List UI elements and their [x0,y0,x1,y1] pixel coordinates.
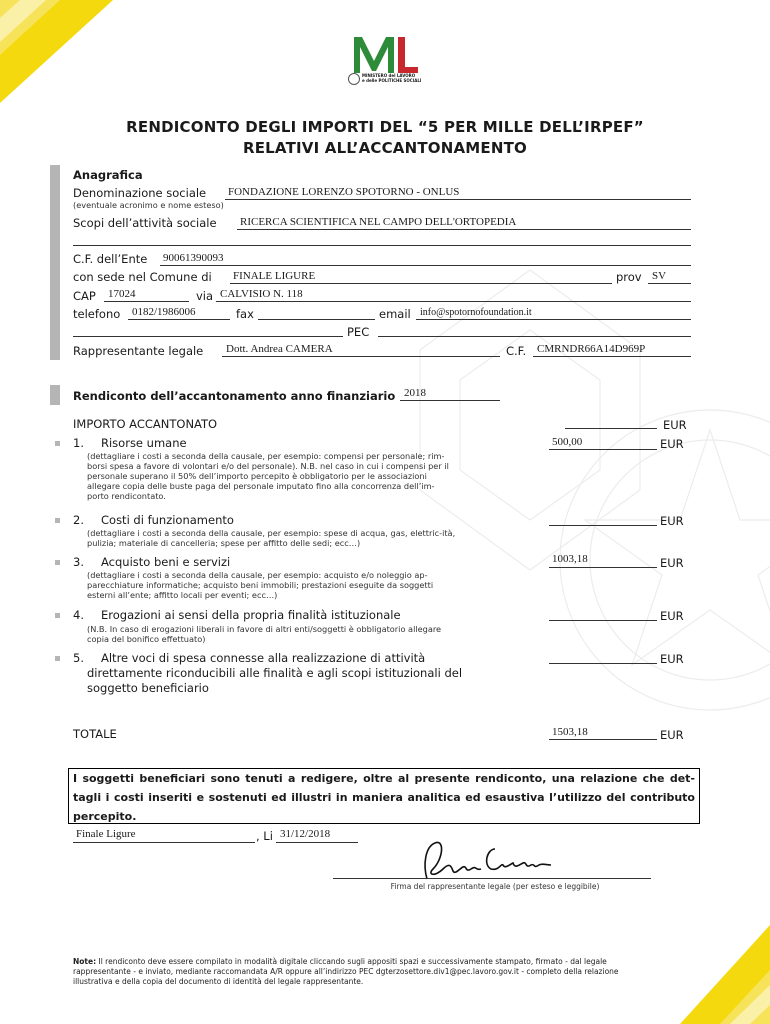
item2-desc-line: pulizia; materiale di cancelleria; spese per affitto delle sedi; ecc…) [87,538,361,548]
pec-label: PEC [347,325,370,339]
item5-currency: EUR [660,652,684,666]
item1-bullet-icon [55,441,60,446]
item3-bullet-icon [55,560,60,565]
item3-title: Acquisto beni e servizi [101,555,231,569]
cf2-field[interactable]: CMRNDR66A14D969P [537,343,646,355]
item3-currency: EUR [660,556,684,570]
fax-label: fax [236,307,254,321]
footnote-line1: Il rendiconto deve essere compilato in modalità digitale cliccando sugli appositi spazi e successivamente stampato, firmato - dal legale [98,957,607,966]
totale-field[interactable]: 1503,18 [552,726,588,738]
rendiconto-side-bar [50,385,60,405]
cf2-underline [533,356,691,357]
item3-desc-line: parecchiature informatiche; acquisto beni immobili; prestazioni eseguite da soggetti [87,580,434,590]
comune-field[interactable]: FINALE LIGURE [233,270,316,282]
year-field[interactable]: 2018 [404,387,426,399]
signature-field[interactable] [333,878,651,879]
footnote [73,957,703,987]
item3-description [87,570,433,600]
rappresentante-underline [222,356,500,357]
item3-desc-line: (dettagliare i costi a seconda della causale, per esempio: acquisto e/o noleggio ap- [87,570,428,580]
item2-description [87,528,455,548]
pec-prefix-underline [73,336,343,337]
emblem-icon [348,73,360,85]
via-field[interactable]: CALVISIO N. 118 [220,288,303,300]
item2-currency: EUR [660,514,684,528]
item1-underline [549,449,657,450]
item5-title: Altre voci di spesa connesse alla realizzazione di attività [101,651,426,665]
date-underline [276,842,358,843]
document-title-line2: RELATIVI ALL’ACCANTONAMENTO [242,139,528,157]
item4-field[interactable] [549,620,657,621]
item1-desc-line: porto rendicontato. [87,491,166,501]
pec-field[interactable] [378,336,691,337]
item4-currency: EUR [660,609,684,623]
date-field[interactable]: 31/12/2018 [280,828,331,840]
footnote-line3: illustrativa e della copia del documento di identità del legale rappresentante. [73,977,364,986]
scopi-field[interactable]: RICERCA SCIENTIFICA NEL CAMPO DELL'ORTOPEDIA [240,216,517,228]
cf-field[interactable]: 90061390093 [163,252,224,264]
rendiconto-heading: Rendiconto dell’accantonamento anno finanziario [73,389,396,403]
totale-underline [549,739,657,740]
item1-number: 1. [73,436,84,450]
signature-caption: Firma del rappresentante legale (per esteso e leggibile) [390,882,600,891]
logo-caption-line2: e delle POLITICHE SOCIALI [362,78,422,83]
ml-monogram-icon [350,33,420,77]
importo-label: IMPORTO ACCANTONATO [73,417,218,431]
item4-number: 4. [73,608,84,622]
item2-field[interactable] [549,525,657,526]
item5-desc-line: direttamente riconducibili alle finalità e agli scopi istituzionali del [87,666,463,680]
li-label: , Li [256,829,273,843]
item1-desc-line: borsi spesa a favore di volontari e/o del personale). N.B. nel caso in cui i compensi per il [87,461,449,471]
fax-field[interactable] [258,319,375,320]
item3-underline [549,567,657,568]
item4-desc-line: (N.B. In caso di erogazioni liberali in favore di altri enti/soggetti è obbligatorio allegare [87,624,442,634]
item5-bullet-icon [55,656,60,661]
cap-underline [104,301,189,302]
scopi-underline-2 [73,245,691,246]
place-field[interactable]: Finale Ligure [76,828,136,840]
rappresentante-field[interactable]: Dott. Andrea CAMERA [226,343,333,355]
ministry-logo [350,33,420,88]
item1-description [87,451,449,501]
item2-number: 2. [73,513,84,527]
denominazione-hint: (eventuale acronimo e nome esteso) [73,200,224,210]
item4-title: Erogazioni ai sensi della propria finalità istituzionale [101,608,401,622]
item4-bullet-icon [55,613,60,618]
cf-underline [160,265,691,266]
cf-label: C.F. dell’Ente [73,252,148,266]
item1-desc-line: allegare copia delle buste paga del personale imputato fino alla concorrenza dell’im- [87,481,435,491]
email-label: email [379,307,411,321]
document-title-line1: RENDICONTO DEGLI IMPORTI DEL “5 PER MILLE DELL’IRPEF” [126,118,644,136]
item3-number: 3. [73,555,84,569]
footnote-line2: rappresentante - e inviato, mediante raccomandata A/R oppure all’indirizzo PEC dgterzosettore.div1@pec.lavoro.gov.it - completo della relazione [73,967,619,976]
item2-desc-line: (dettagliare i costi a seconda della causale, per esempio: spese di acqua, gas, elettric-ità, [87,528,456,538]
item1-title: Risorse umane [101,436,187,450]
year-underline [400,400,500,401]
telefono-label: telefono [73,307,121,321]
totale-label: TOTALE [73,727,117,741]
denominazione-label: Denominazione sociale [73,186,207,200]
item2-bullet-icon [55,518,60,523]
telefono-field[interactable]: 0182/1986006 [132,306,196,318]
importo-currency: EUR [663,418,687,432]
item2-title: Costi di funzionamento [101,513,234,527]
item1-desc-line: (dettagliare i costi a seconda della causale, per esempio: compensi per personale; rim- [87,451,445,461]
comune-label: con sede nel Comune di [73,270,212,284]
item5-field[interactable] [549,663,657,664]
denominazione-field[interactable]: FONDAZIONE LORENZO SPOTORNO - ONLUS [228,186,460,198]
email-underline [416,319,691,320]
item1-currency: EUR [660,437,684,451]
email-field[interactable]: info@spotornofoundation.it [420,307,532,318]
via-underline [216,301,691,302]
scopi-label: Scopi dell’attività sociale [73,216,217,230]
item1-field[interactable]: 500,00 [552,436,583,448]
item4-desc-line: copia del bonifico effettuato) [87,634,206,644]
anagrafica-heading: Anagrafica [73,168,143,182]
rappresentante-label: Rappresentante legale [73,344,204,358]
via-label: via [196,289,214,303]
scopi-underline [237,229,691,230]
cap-field[interactable]: 17024 [108,288,136,300]
place-underline [73,842,255,843]
item3-field[interactable]: 1003,18 [552,553,588,565]
item5-desc-line: soggetto beneficiario [87,681,209,695]
logo-caption-line1: MINISTERO del LAVORO [362,73,416,78]
comune-underline [230,283,612,284]
prov-underline [648,283,691,284]
item3-desc-line: esterni all’ente; affitto locali per eventi; ecc…) [87,590,278,600]
top-left-corner-decoration [0,0,115,105]
importo-field[interactable] [565,428,657,429]
notice-box: I soggetti beneficiari sono tenuti a redigere, oltre al presente rendiconto, una relazione che det-tagli i costi inseriti e sostenuti ed illustri in maniera analitica ed esaustiva l’utilizzo del contributo percepito. [68,768,700,824]
prov-field[interactable]: SV [652,270,667,282]
prov-label: prov [616,270,642,284]
denominazione-underline [225,199,691,200]
totale-currency: EUR [660,728,684,742]
item4-description [87,624,441,644]
footnote-label: Note: [73,957,97,966]
cap-label: CAP [73,289,96,303]
item1-desc-line: personale superano il 50% dell’importo percepito è obbligatorio per le associazioni [87,471,427,481]
item5-number: 5. [73,651,84,665]
anagrafica-side-bar [50,165,60,360]
cf2-label: C.F. [506,344,527,358]
telefono-underline [128,319,230,320]
